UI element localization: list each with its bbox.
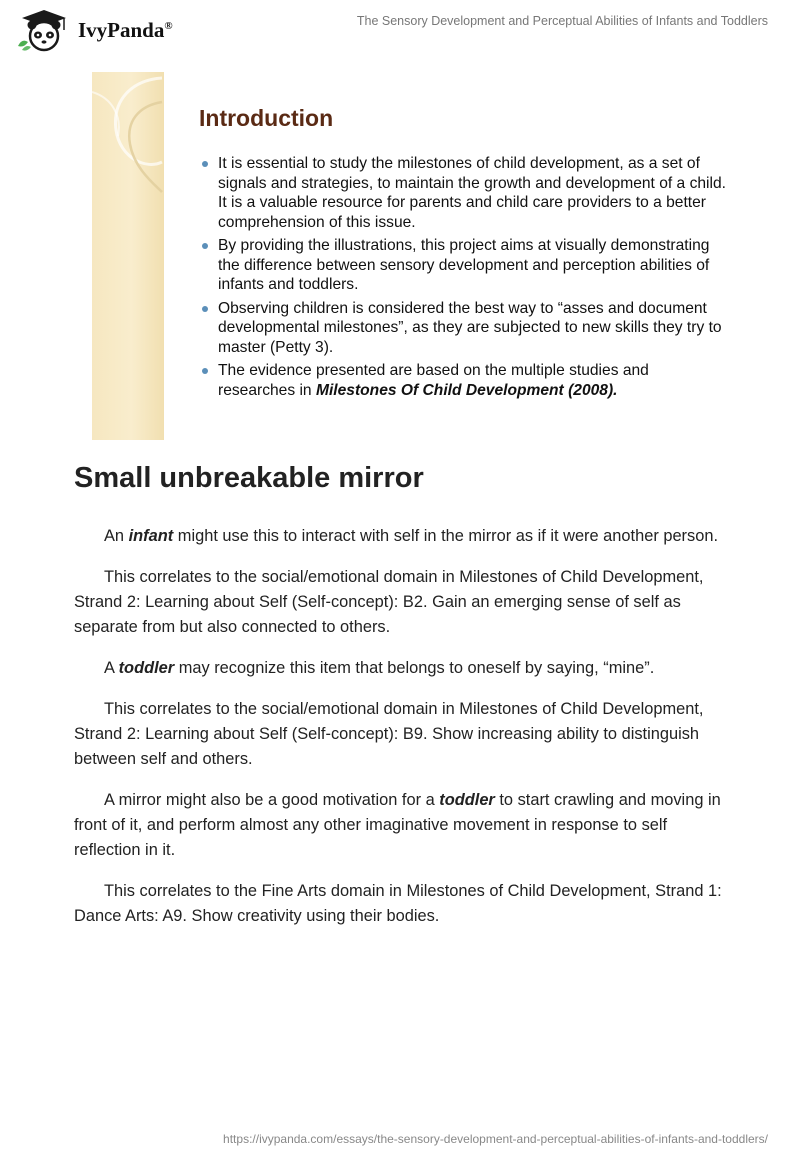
list-item: By providing the illustrations, this project aims at visually demonstrating the difference between sensory development and perception abilities of infants and toddlers. xyxy=(202,236,727,295)
section-title: Small unbreakable mirror xyxy=(74,462,424,494)
bullet-icon xyxy=(202,161,208,167)
list-item: Observing children is considered the best way to “asses and document developmental milestones”, as they are subjected to new skills they try to master (Petty 3). xyxy=(202,299,727,358)
document-title: The Sensory Development and Perceptual Abilities of Infants and Toddlers xyxy=(356,14,768,28)
logo[interactable] xyxy=(14,8,173,52)
panda-graduate-icon xyxy=(14,8,74,52)
bullet-icon xyxy=(202,243,208,249)
bullet-icon xyxy=(202,368,208,374)
bullet-icon xyxy=(202,306,208,312)
paragraph: A mirror might also be a good motivation for a toddler to start crawling and moving in front of it, and perform almost any other imaginative movement in response to self reflection in it. xyxy=(74,791,721,859)
list-item: The evidence presented are based on the multiple studies and researches in Milestones Of Child Development (2008). xyxy=(202,361,727,400)
page-header xyxy=(0,0,800,60)
paragraph: An infant might use this to interact with self in the mirror as if it were another person. xyxy=(104,527,718,545)
paragraph: This correlates to the social/emotional domain in Milestones of Child Development, Strand 2: Learning about Self (Self-concept): B2. Gain an emerging sense of self as separate from but also connected to others. xyxy=(74,568,704,636)
paragraph: A toddler may recognize this item that belongs to oneself by saying, “mine”. xyxy=(104,659,655,677)
intro-slide xyxy=(92,72,732,440)
slide-bullet-list xyxy=(202,154,727,404)
slide-decorative-bar xyxy=(92,72,164,440)
paragraph: This correlates to the Fine Arts domain in Milestones of Child Development, Strand 1: Dance Arts: A9. Show creativity using their bodies. xyxy=(74,882,722,925)
paragraph: This correlates to the social/emotional domain in Milestones of Child Development, Strand 2: Learning about Self (Self-concept): B9. Show increasing ability to distinguish between self and others. xyxy=(74,700,704,768)
swirl-decoration-icon xyxy=(92,72,164,440)
footer-url[interactable]: https://ivypanda.com/essays/the-sensory-development-and-perceptual-abilities-of-infants-and-toddlers/ xyxy=(223,1132,768,1146)
section-content xyxy=(74,524,724,945)
slide-heading: Introduction xyxy=(199,105,334,131)
brand-name: IvyPanda® xyxy=(78,17,173,42)
list-item: It is essential to study the milestones of child development, as a set of signals and strategies, to maintain the growth and development of a child. It is a valuable resource for parents and child care providers to a better comprehension of this issue. xyxy=(202,154,727,232)
